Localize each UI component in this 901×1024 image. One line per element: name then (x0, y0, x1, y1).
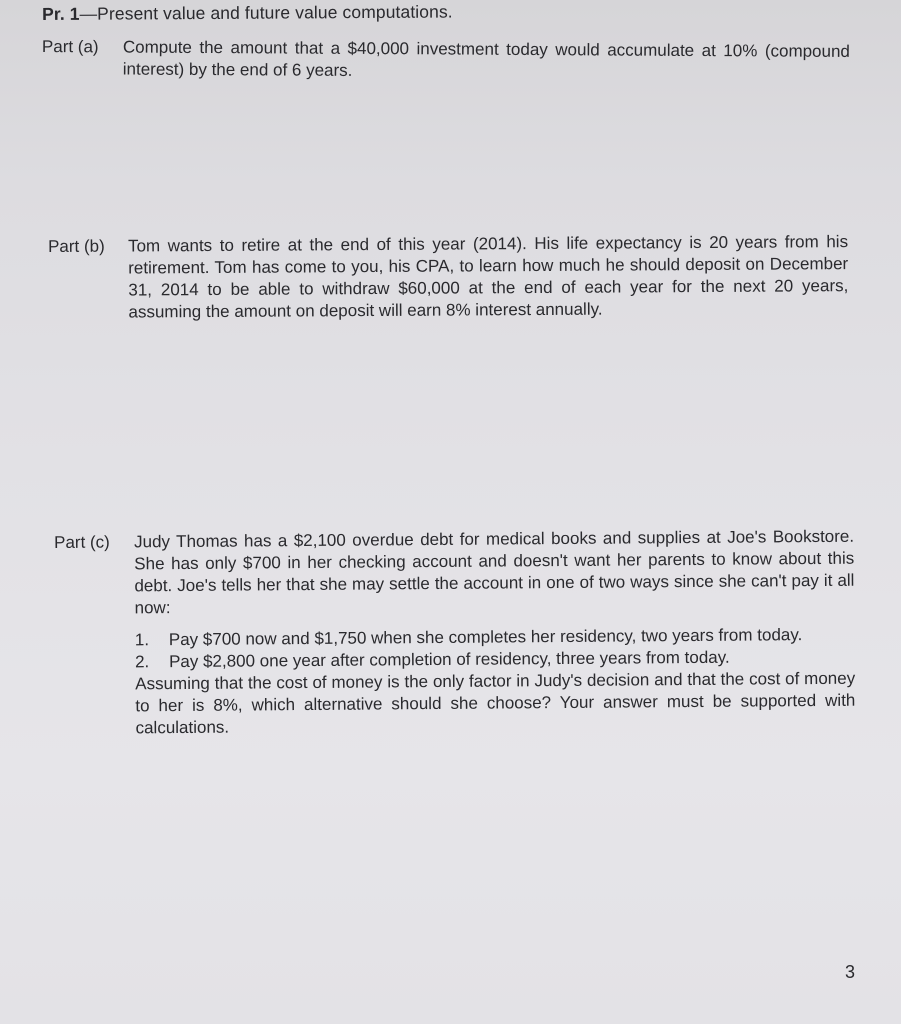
part-c-body (134, 526, 856, 740)
part-b-text: Tom wants to retire at the end of this year (2014). His life expectancy is 20 years from his retirement. Tom has come to you, his CPA, to learn how much he should deposit on December 31, 2014 to be able to withdraw $60,000 at the end of each year for the next 20 years, assuming the amount on deposit will earn 8% interest annually. (128, 232, 849, 322)
problem-number: Pr. 1 (42, 3, 80, 24)
payment-options-list (135, 624, 855, 674)
part-b-body (128, 231, 849, 323)
problem-title: —Present value and future value computations. (79, 1, 453, 24)
part-b-label: Part (b) (48, 236, 105, 256)
part-a-body (123, 36, 850, 84)
option-number: 2. (134, 652, 150, 672)
part-c-closing: Assuming that the cost of money is the only factor in Judy's decision and that the cost of money to her is 8%, which alternative should she choose? Your answer must be supported with calculations. (135, 668, 856, 738)
option-text: Pay $2,800 one year after completion of residency, three years from today. (168, 647, 730, 672)
option-text: Pay $700 now and $1,750 when she completes her residency, two years from today. (168, 625, 803, 650)
part-c-intro: Judy Thomas has a $2,100 overdue debt for medical books and supplies at Joe's Bookstore. She has only $700 in her checking account and doesn't want her parents to know about this debt. Joe's tells her that she may settle the account in one of two ways since she can't pay it all now: (134, 526, 855, 618)
problem-heading (42, 1, 453, 25)
part-a-label: Part (a) (41, 36, 99, 57)
page-number: 3 (845, 962, 856, 982)
part-c-label: Part (c) (54, 532, 110, 552)
option-number: 1. (134, 630, 150, 650)
part-a-text: Compute the amount that a $40,000 investment today would accumulate at 10% (compound interest) by the end of 6 years. (122, 37, 850, 80)
